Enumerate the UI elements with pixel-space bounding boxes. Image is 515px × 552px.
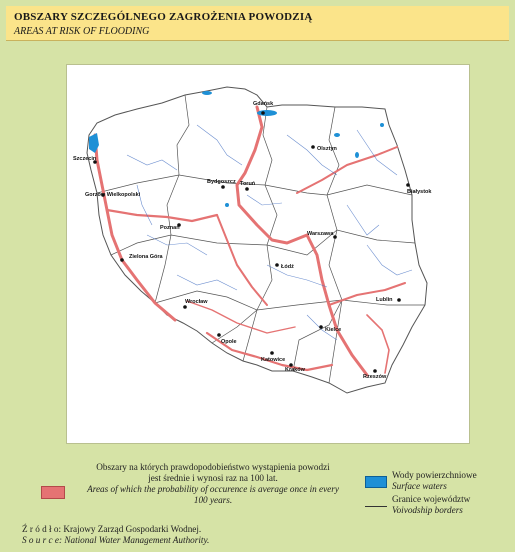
map-frame [66,64,470,444]
surface-water-label-pl: Wody powierzchniowe [392,470,477,480]
svg-text:Gdańsk: Gdańsk [253,101,274,107]
svg-text:Wrocław: Wrocław [185,299,208,305]
city-bialystok [406,183,432,195]
svg-text:Zielona Góra: Zielona Góra [129,254,163,260]
flood-area-swatch [41,486,65,499]
flood-legend-pl: Obszary na których prawdopodobieństwo wystąpienia powodzi jest średnie i wynosi raz na 100 lat. [96,462,330,483]
surface-water-label-en: Surface waters [392,481,447,491]
svg-text:Toruń: Toruń [240,181,256,187]
border-label-en: Voivodship borders [392,505,463,515]
flood-legend-en: Areas of which the probability of occurence is average once in every 100 years. [87,484,339,505]
svg-text:Kraków: Kraków [285,367,305,373]
source-en: S o u r c e: National Water Management Authority. [22,535,210,545]
title-banner [6,6,509,41]
map-subtitle: AREAS AT RISK OF FLOODING [14,26,150,37]
surface-water-swatch [365,476,387,488]
svg-text:Opole: Opole [221,339,237,345]
svg-text:Kielce: Kielce [325,327,342,333]
svg-text:Lublin: Lublin [376,297,393,303]
border-label-pl: Granice województw [392,494,471,504]
svg-text:Poznań: Poznań [160,225,180,231]
city-gorzow [85,192,141,198]
svg-text:Katowice: Katowice [261,357,286,363]
source-pl: Ź r ó d ł o: Krajowy Zarząd Gospodarki Wodnej. [22,524,202,534]
svg-text:Białystok: Białystok [407,189,432,195]
svg-text:Olsztyn: Olsztyn [317,146,337,152]
poland-flood-map [67,65,469,443]
svg-text:Warszawa: Warszawa [307,231,334,237]
svg-text:Rzeszów: Rzeszów [363,374,387,380]
border-line-swatch [365,506,387,507]
svg-text:Szczecin: Szczecin [73,156,97,162]
map-title: OBSZARY SZCZEGÓLNEGO ZAGROŻENIA POWODZIĄ [14,11,313,23]
city-poznan [160,223,181,231]
svg-text:Gorzów Wielkopolski: Gorzów Wielkopolski [85,192,141,198]
svg-text:Łódź: Łódź [281,264,294,270]
svg-text:Bydgoszcz: Bydgoszcz [207,179,236,185]
